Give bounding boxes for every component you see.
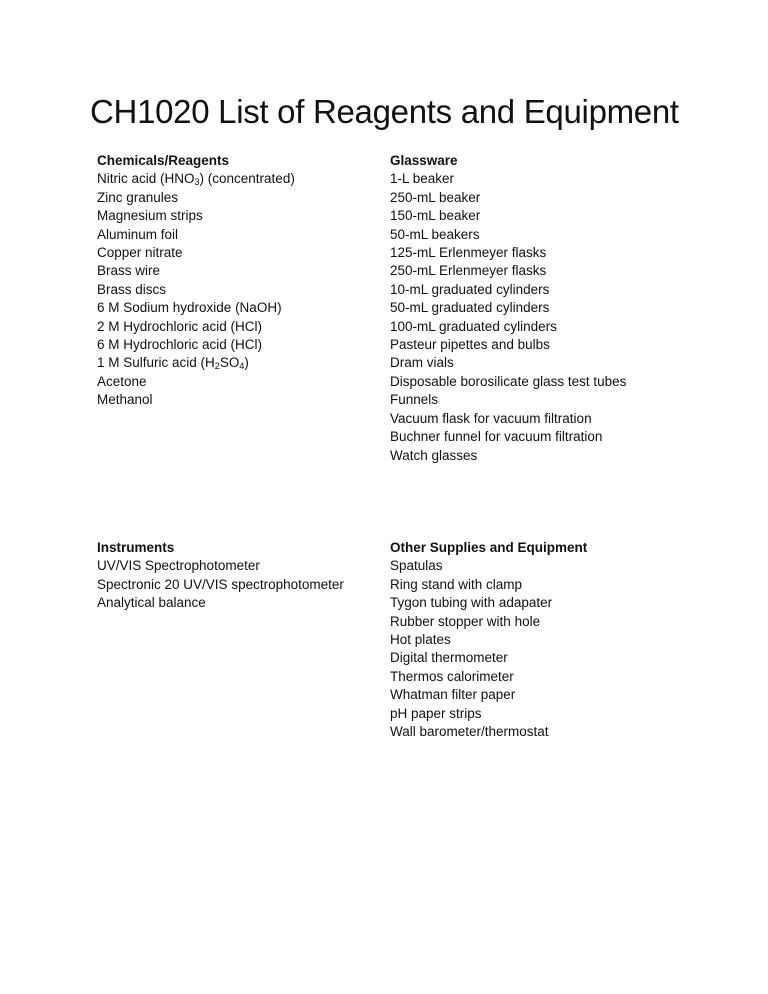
chemical-item: Brass wire xyxy=(97,263,161,279)
chemicals-section xyxy=(97,152,295,410)
glassware-item: Disposable borosilicate glass test tubes xyxy=(390,373,627,389)
other-supply-item: Thermos calorimeter xyxy=(390,668,514,684)
instrument-item: Analytical balance xyxy=(97,595,206,611)
other-supplies-section xyxy=(390,539,587,741)
page-title: CH1020 List of Reagents and Equipment xyxy=(90,93,679,130)
glassware-item: 50-mL beakers xyxy=(390,226,480,242)
chemical-item: Copper nitrate xyxy=(97,245,183,261)
other-supply-item: Hot plates xyxy=(390,632,451,648)
glassware-item: Buchner funnel for vacuum filtration xyxy=(390,429,603,445)
glassware-heading: Glassware xyxy=(390,153,458,168)
other-supply-item: Spatulas xyxy=(390,558,443,574)
instruments-section xyxy=(97,539,344,613)
glassware-section xyxy=(390,152,626,465)
other-supply-item: Rubber stopper with hole xyxy=(390,613,541,629)
chemical-item: Methanol xyxy=(97,392,153,408)
glassware-list xyxy=(390,170,626,465)
other-supply-item: Tygon tubing with adapater xyxy=(390,595,553,611)
chemical-item: Aluminum foil xyxy=(97,226,179,242)
glassware-item: 50-mL graduated cylinders xyxy=(390,300,550,316)
instruments-heading: Instruments xyxy=(97,540,175,555)
chemical-item: Magnesium strips xyxy=(97,208,203,224)
glassware-item: Dram vials xyxy=(390,355,454,371)
glassware-item: 250-mL beaker xyxy=(390,189,481,205)
glassware-item: 10-mL graduated cylinders xyxy=(390,281,550,297)
chemical-item: 6 M Hydrochloric acid (HCl) xyxy=(97,337,263,353)
other-supplies-heading: Other Supplies and Equipment xyxy=(390,540,588,555)
other-supply-item: Wall barometer/thermostat xyxy=(390,724,549,740)
other-supply-item: pH paper strips xyxy=(390,705,482,721)
glassware-item: 100-mL graduated cylinders xyxy=(390,318,557,334)
other-supplies-list xyxy=(390,557,587,741)
glassware-item: 125-mL Erlenmeyer flasks xyxy=(390,245,547,261)
chemical-item: Zinc granules xyxy=(97,189,179,205)
chemicals-heading: Chemicals/Reagents xyxy=(97,153,230,168)
chemical-item: Brass discs xyxy=(97,281,167,297)
chemical-item: 2 M Hydrochloric acid (HCl) xyxy=(97,318,263,334)
chemical-item: 6 M Sodium hydroxide (NaOH) xyxy=(97,300,282,316)
glassware-item: Watch glasses xyxy=(390,447,478,463)
instrument-item: UV/VIS Spectrophotometer xyxy=(97,558,260,574)
glassware-item: 250-mL Erlenmeyer flasks xyxy=(390,263,547,279)
chemical-item: Acetone xyxy=(97,373,147,389)
chemical-item: Nitric acid $(HNO_3)$ (concentrated) xyxy=(97,171,295,188)
other-supply-item: Ring stand with clamp xyxy=(390,576,523,592)
chemical-item: 1 M Sulfuric acid $(H_2SO_4)$ xyxy=(97,355,249,372)
other-supply-item: Digital thermometer xyxy=(390,650,508,666)
glassware-item: Pasteur pipettes and bulbs xyxy=(390,337,550,353)
glassware-item: 150-mL beaker xyxy=(390,208,481,224)
glassware-item: Vacuum flask for vacuum filtration xyxy=(390,410,592,426)
instruments-list xyxy=(97,557,344,612)
glassware-item: Funnels xyxy=(390,392,439,408)
other-supply-item: Whatman filter paper xyxy=(390,687,516,703)
instrument-item: Spectronic 20 UV/VIS spectrophotometer xyxy=(97,576,344,592)
chemicals-list xyxy=(97,170,295,409)
glassware-item: 1-L beaker xyxy=(390,171,455,187)
